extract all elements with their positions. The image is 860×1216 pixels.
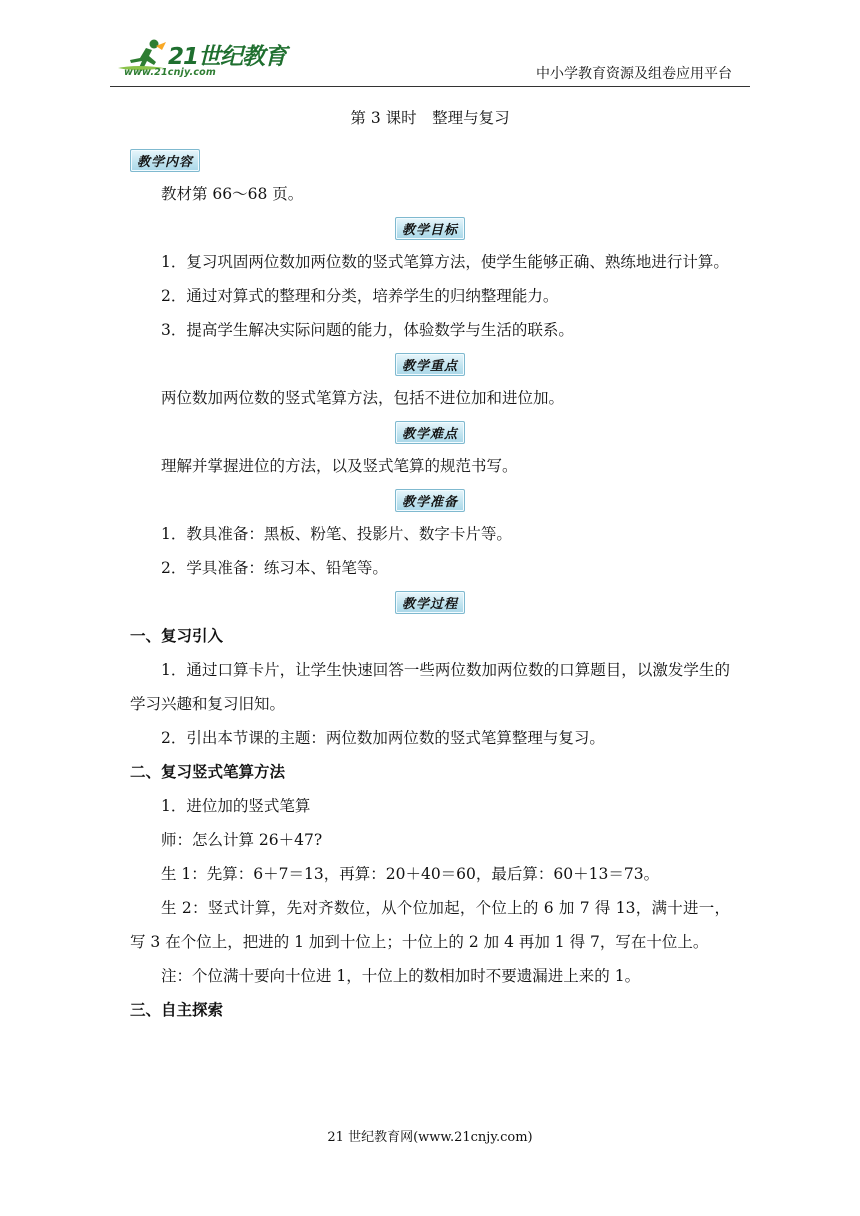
section-badge-process: 教学过程: [395, 591, 465, 614]
method-1: 1．进位加的竖式笔算: [161, 797, 311, 815]
content-text: 教材第 66～68 页。: [161, 185, 304, 203]
lesson-title: 第 3 课时 整理与复习: [350, 109, 510, 127]
heading-review-intro: 一、复习引入: [130, 627, 224, 645]
goal-3: 3．提高学生解决实际问题的能力，体验数学与生活的联系。: [161, 321, 574, 339]
section-badge-key: 教学重点: [395, 353, 465, 376]
method-3: 生 1：先算：6＋7＝13，再算：20＋40＝60，最后算：60＋13＝73。: [161, 865, 660, 883]
section-badge-difficulty: 教学难点: [395, 421, 465, 444]
badge-row-process: [130, 585, 730, 619]
goal-2: 2．通过对算式的整理和分类，培养学生的归纳整理能力。: [161, 287, 559, 305]
heading-self-explore: 三、自主探索: [130, 1001, 224, 1019]
section-badge-content: 教学内容: [130, 149, 200, 172]
badge-row-goals: [130, 211, 730, 245]
page-header: [110, 38, 750, 90]
goal-1: 1．复习巩固两位数加两位数的竖式笔算方法，使学生能够正确、熟练地进行计算。: [161, 253, 729, 271]
page-footer: 21 世纪教育网(www.21cnjy.com): [327, 1130, 533, 1145]
header-divider: [110, 86, 750, 87]
badge-row-key: [130, 347, 730, 381]
review-intro-1: 1．通过口算卡片，让学生快速回答一些两位数加两位数的口算题目，以激发学生的学习兴趣和复习旧知。: [130, 661, 730, 713]
method-2: 师：怎么计算 26＋47?: [161, 831, 323, 849]
method-5: 注：个位满十要向十位进 1，十位上的数相加时不要遗漏进上来的 1。: [161, 967, 641, 985]
section-badge-prep: 教学准备: [395, 489, 465, 512]
badge-row-difficulty: [130, 415, 730, 449]
difficulty-text: 理解并掌握进位的方法，以及竖式笔算的规范书写。: [161, 457, 518, 475]
section-badge-goals: 教学目标: [395, 217, 465, 240]
method-4: 生 2：竖式计算，先对齐数位，从个位加起，个位上的 6 加 7 得 13，满十进一，写 3 在个位上，把进的 1 加到十位上；十位上的 2 加 4 再加 1 得 7，写在十位上。: [130, 899, 730, 951]
review-intro-2: 2．引出本节课的主题：两位数加两位数的竖式笔算整理与复习。: [161, 729, 605, 747]
platform-name: 中小学教育资源及组卷应用平台: [536, 66, 732, 82]
heading-vertical-method: 二、复习竖式笔算方法: [130, 763, 286, 781]
key-text: 两位数加两位数的竖式笔算方法，包括不进位加和进位加。: [161, 389, 565, 407]
badge-row-content: [98, 143, 730, 177]
site-logo[interactable]: [116, 38, 296, 84]
prep-2: 2．学具准备：练习本、铅笔等。: [161, 559, 388, 577]
logo-wordmark: 21世纪教育: [168, 44, 287, 70]
logo-url: www.21cnjy.com: [124, 67, 216, 78]
document-body: [130, 105, 730, 1027]
prep-1: 1．教具准备：黑板、粉笔、投影片、数字卡片等。: [161, 525, 512, 543]
badge-row-prep: [130, 483, 730, 517]
